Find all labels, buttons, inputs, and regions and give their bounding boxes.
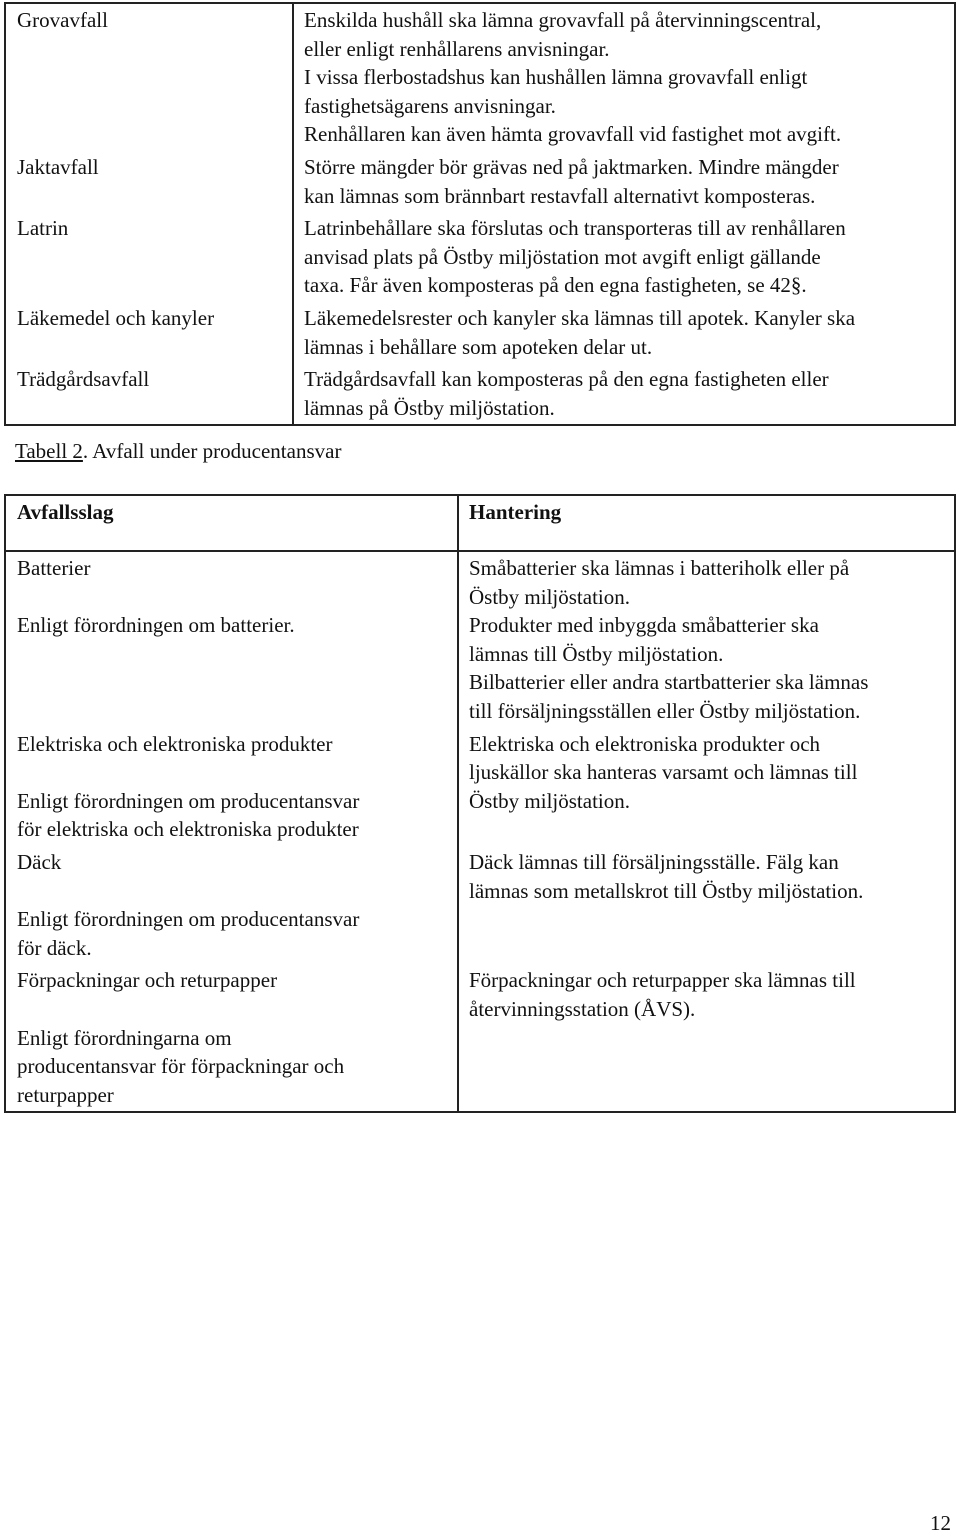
table-caption (15, 437, 341, 466)
handling-text (458, 728, 955, 846)
text-line: Läkemedelsrester och kanyler ska lämnas till apotek. Kanyler ska (304, 305, 856, 330)
text-line: Renhållaren kan även hämta grovavfall vid fastighet mot avgift. (304, 122, 842, 147)
waste-category (5, 964, 458, 1112)
waste-category (5, 728, 458, 846)
table-header-row (5, 495, 955, 551)
waste-table-1 (4, 2, 956, 426)
table-row (5, 964, 955, 1112)
regulation-line: Enligt förordningen om batterier. (17, 613, 295, 638)
producer-responsibility-table (4, 494, 956, 1113)
text-line: Däck lämnas till försäljningsställe. Fälg kan (469, 849, 839, 874)
category-name: Förpackningar och returpapper (17, 968, 278, 993)
text-line: lämnas till Östby miljöstation. (469, 641, 724, 666)
waste-kind: Grovavfall (5, 3, 293, 151)
regulation-line: Enligt förordningen om producentansvar (17, 907, 360, 932)
table-row (5, 302, 955, 363)
text-line: Latrinbehållare ska förslutas och transporteras till av renhållaren (304, 216, 846, 241)
handling-text (458, 551, 955, 728)
regulation-line: producentansvar för förpackningar och (17, 1054, 345, 1079)
waste-handling (293, 363, 955, 425)
table-number: Tabell 2 (15, 439, 83, 463)
text-line: Enskilda hushåll ska lämna grovavfall på återvinningscentral, (304, 8, 822, 32)
text-line: Östby miljöstation. (469, 584, 631, 609)
text-line: Produkter med inbyggda småbatterier ska (469, 613, 819, 638)
text-line: Större mängder bör grävas ned på jaktmarken. Mindre mängder (304, 154, 839, 179)
regulation-line: för däck. (17, 935, 92, 960)
regulation-line: returpapper (17, 1082, 114, 1107)
text-line: eller enligt renhållarens anvisningar. (304, 36, 610, 61)
text-line: lämnas på Östby miljöstation. (304, 395, 555, 420)
waste-kind: Trädgårdsavfall (5, 363, 293, 425)
category-name: Elektriska och elektroniska produkter (17, 731, 333, 756)
text-line: ljuskällor ska hanteras varsamt och lämnas till (469, 760, 858, 785)
text-line: Bilbatterier eller andra startbatterier ska lämnas (469, 670, 869, 695)
text-line: Småbatterier ska lämnas i batteriholk eller på (469, 556, 850, 580)
table-row (5, 728, 955, 846)
waste-handling (293, 151, 955, 212)
text-line: lämnas som metallskrot till Östby miljöstation. (469, 878, 864, 903)
table-row (5, 551, 955, 728)
table-row (5, 363, 955, 425)
regulation-line: Enligt förordningarna om (17, 1025, 232, 1050)
waste-handling (293, 302, 955, 363)
text-line: taxa. Får även komposteras på den egna fastigheten, se 42§. (304, 273, 807, 298)
table-row (5, 3, 955, 151)
waste-handling (293, 212, 955, 302)
text-line: kan lämnas som brännbart restavfall alternativt komposteras. (304, 183, 816, 208)
text-line: Östby miljöstation. (469, 788, 631, 813)
waste-kind: Latrin (5, 212, 293, 302)
text-line: till försäljningsställen eller Östby miljöstation. (469, 698, 861, 723)
handling-text (458, 964, 955, 1112)
text-line: lämnas i behållare som apoteken delar ut. (304, 334, 653, 359)
category-name: Batterier (17, 556, 91, 580)
text-line: återvinningsstation (ÅVS). (469, 996, 696, 1021)
waste-kind: Läkemedel och kanyler (5, 302, 293, 363)
table-row (5, 846, 955, 964)
table-row (5, 151, 955, 212)
waste-category (5, 846, 458, 964)
text-line: Förpackningar och returpapper ska lämnas till (469, 968, 856, 993)
text-line: Trädgårdsavfall kan komposteras på den egna fastigheten eller (304, 367, 829, 392)
column-header: Avfallsslag (5, 495, 458, 551)
regulation-line: Enligt förordningen om producentansvar (17, 788, 360, 813)
page-number: 12 (930, 1511, 951, 1535)
table-caption-text: . Avfall under producentansvar (82, 439, 342, 463)
handling-text (458, 846, 955, 964)
text-line: fastighetsägarens anvisningar. (304, 93, 556, 118)
text-line: I vissa flerbostadshus kan hushållen lämna grovavfall enligt (304, 65, 808, 90)
waste-kind: Jaktavfall (5, 151, 293, 212)
table-row (5, 212, 955, 302)
column-header: Hantering (458, 495, 955, 551)
text-line: Elektriska och elektroniska produkter och (469, 731, 821, 756)
text-line: anvisad plats på Östby miljöstation mot avgift enligt gällande (304, 244, 821, 269)
waste-handling (293, 3, 955, 151)
category-name: Däck (17, 849, 62, 874)
waste-category (5, 551, 458, 728)
regulation-line: för elektriska och elektroniska produkter (17, 817, 359, 842)
